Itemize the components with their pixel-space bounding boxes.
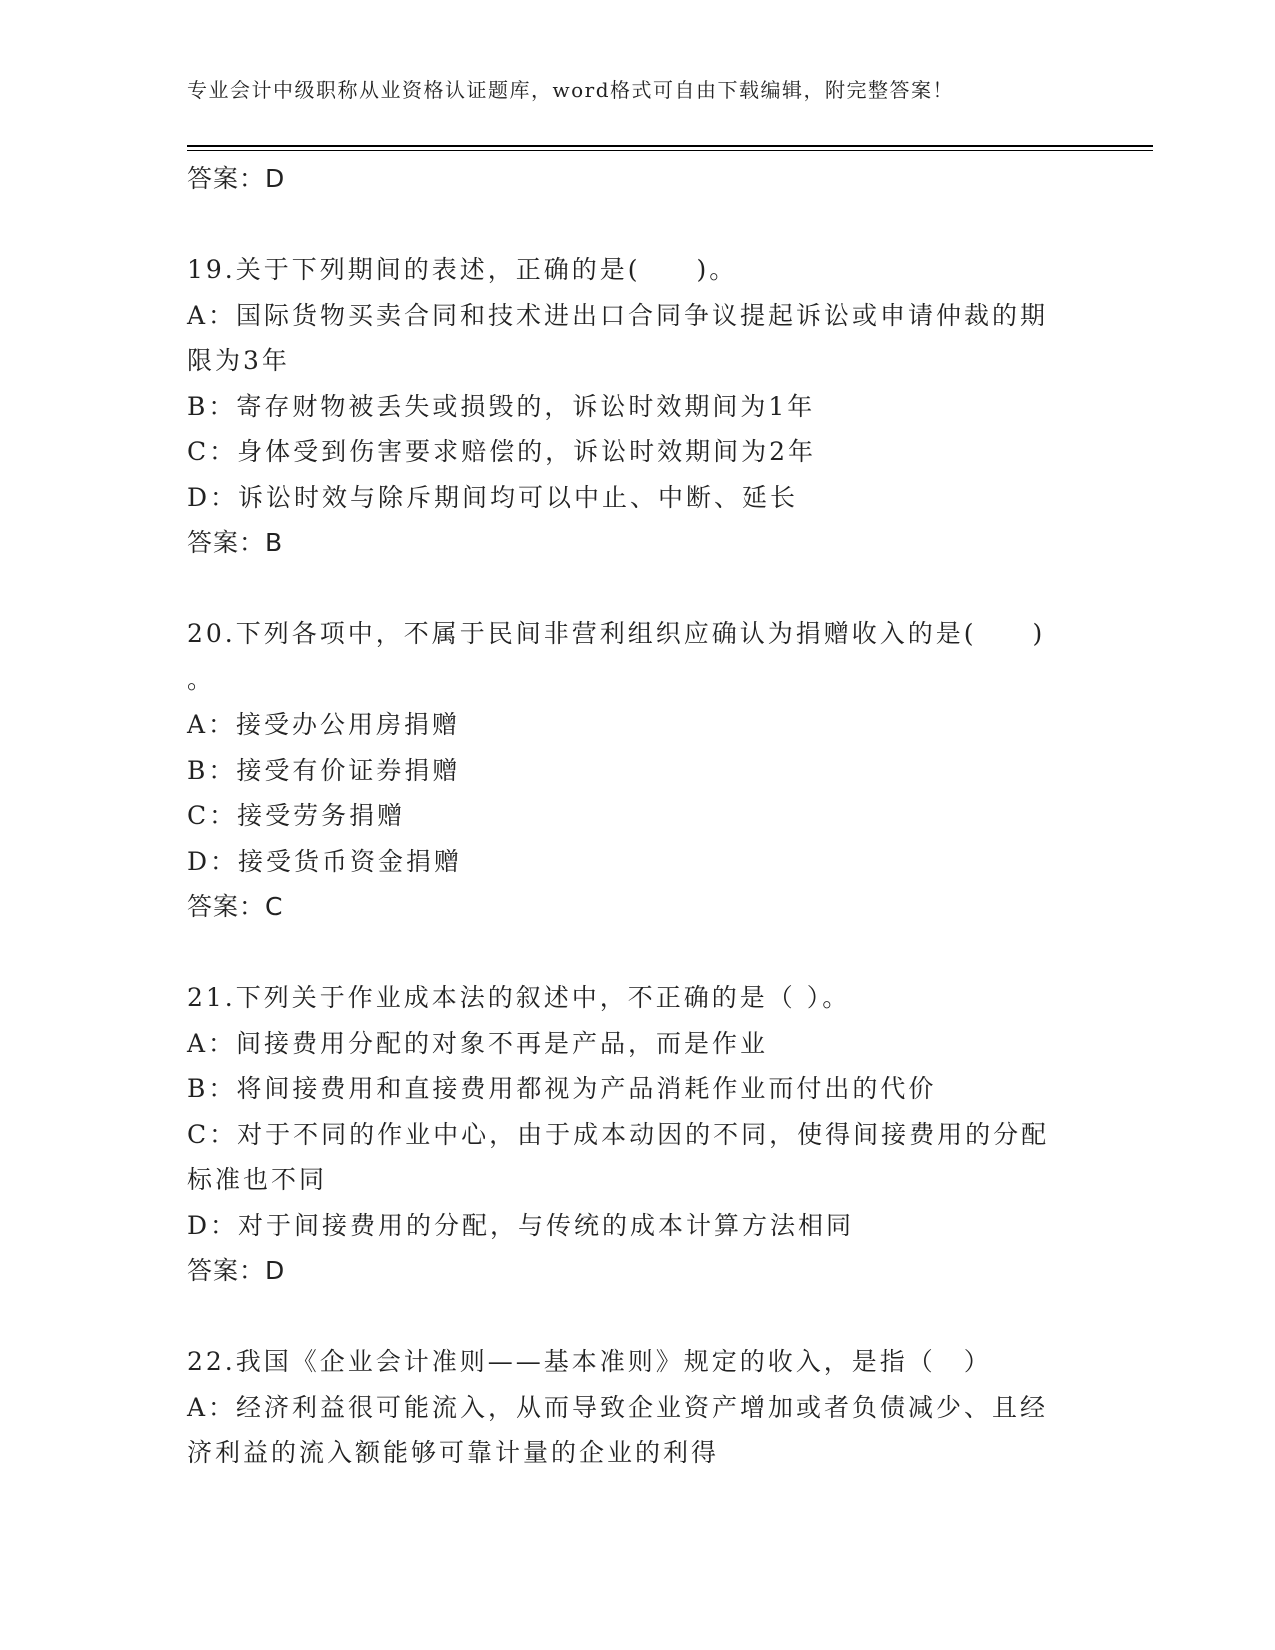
question-stem: 20.下列各项中，不属于民间非营利组织应确认为捐赠收入的是( ) [187,619,1046,648]
spacer [187,202,1087,248]
option-b: B：接受有价证券捐赠 [187,755,461,785]
option-b: B：将间接费用和直接费用都视为产品消耗作业而付出的代价 [187,1074,937,1103]
answer: 答案：D [187,1256,286,1285]
spacer [187,1294,1087,1340]
option-c: C：身体受到伤害要求赔偿的，诉讼时效期间为2年 [187,437,817,466]
question-20 [187,611,1087,930]
option-c: C：接受劳务捐赠 [187,801,406,830]
spacer [187,930,1087,976]
option-a: A：接受办公用房捐赠 [187,710,461,739]
option-d: D：接受货币资金捐赠 [187,846,463,876]
option-c: C：对于不同的作业中心，由于成本动因的不同，使得间接费用的分配 [187,1119,1050,1149]
option-a: A：国际货物买卖合同和技术进出口合同争议提起诉讼或申请仲裁的期 [187,300,1049,330]
question-21 [187,975,1087,1294]
option-a: A：经济利益很可能流入，从而导致企业资产增加或者负债减少、且经 [187,1392,1049,1422]
option-a: A：间接费用分配的对象不再是产品，而是作业 [187,1028,769,1058]
option-a-cont: 济利益的流入额能够可靠计量的企业的利得 [187,1438,720,1467]
answer-prev: 答案：D [187,164,286,193]
question-stem: 21.下列关于作业成本法的叙述中，不正确的是（ ）。 [187,983,851,1012]
option-d: D：诉讼时效与除斥期间均可以中止、中断、延长 [187,482,799,512]
question-19 [187,247,1087,566]
option-d: D：对于间接费用的分配，与传统的成本计算方法相同 [187,1210,855,1240]
option-b: B：寄存财物被丢失或损毁的，诉讼时效期间为1年 [187,391,816,421]
question-stem: 19.关于下列期间的表述，正确的是( )。 [187,255,738,284]
answer: 答案：C [187,892,284,921]
option-c-cont: 标准也不同 [187,1165,328,1194]
question-stem-cont: 。 [187,664,213,694]
header-rule [187,145,1153,151]
question-22 [187,1339,1087,1476]
question-content [187,156,1087,1476]
spacer [187,566,1087,612]
question-stem: 22.我国《企业会计准则——基本准则》规定的收入，是指（ ） [187,1347,992,1376]
answer: 答案：B [187,528,284,557]
option-a-cont: 限为3年 [187,346,290,375]
page-header: 专业会计中级职称从业资格认证题库，word格式可自由下载编辑，附完整答案！ [187,78,955,102]
